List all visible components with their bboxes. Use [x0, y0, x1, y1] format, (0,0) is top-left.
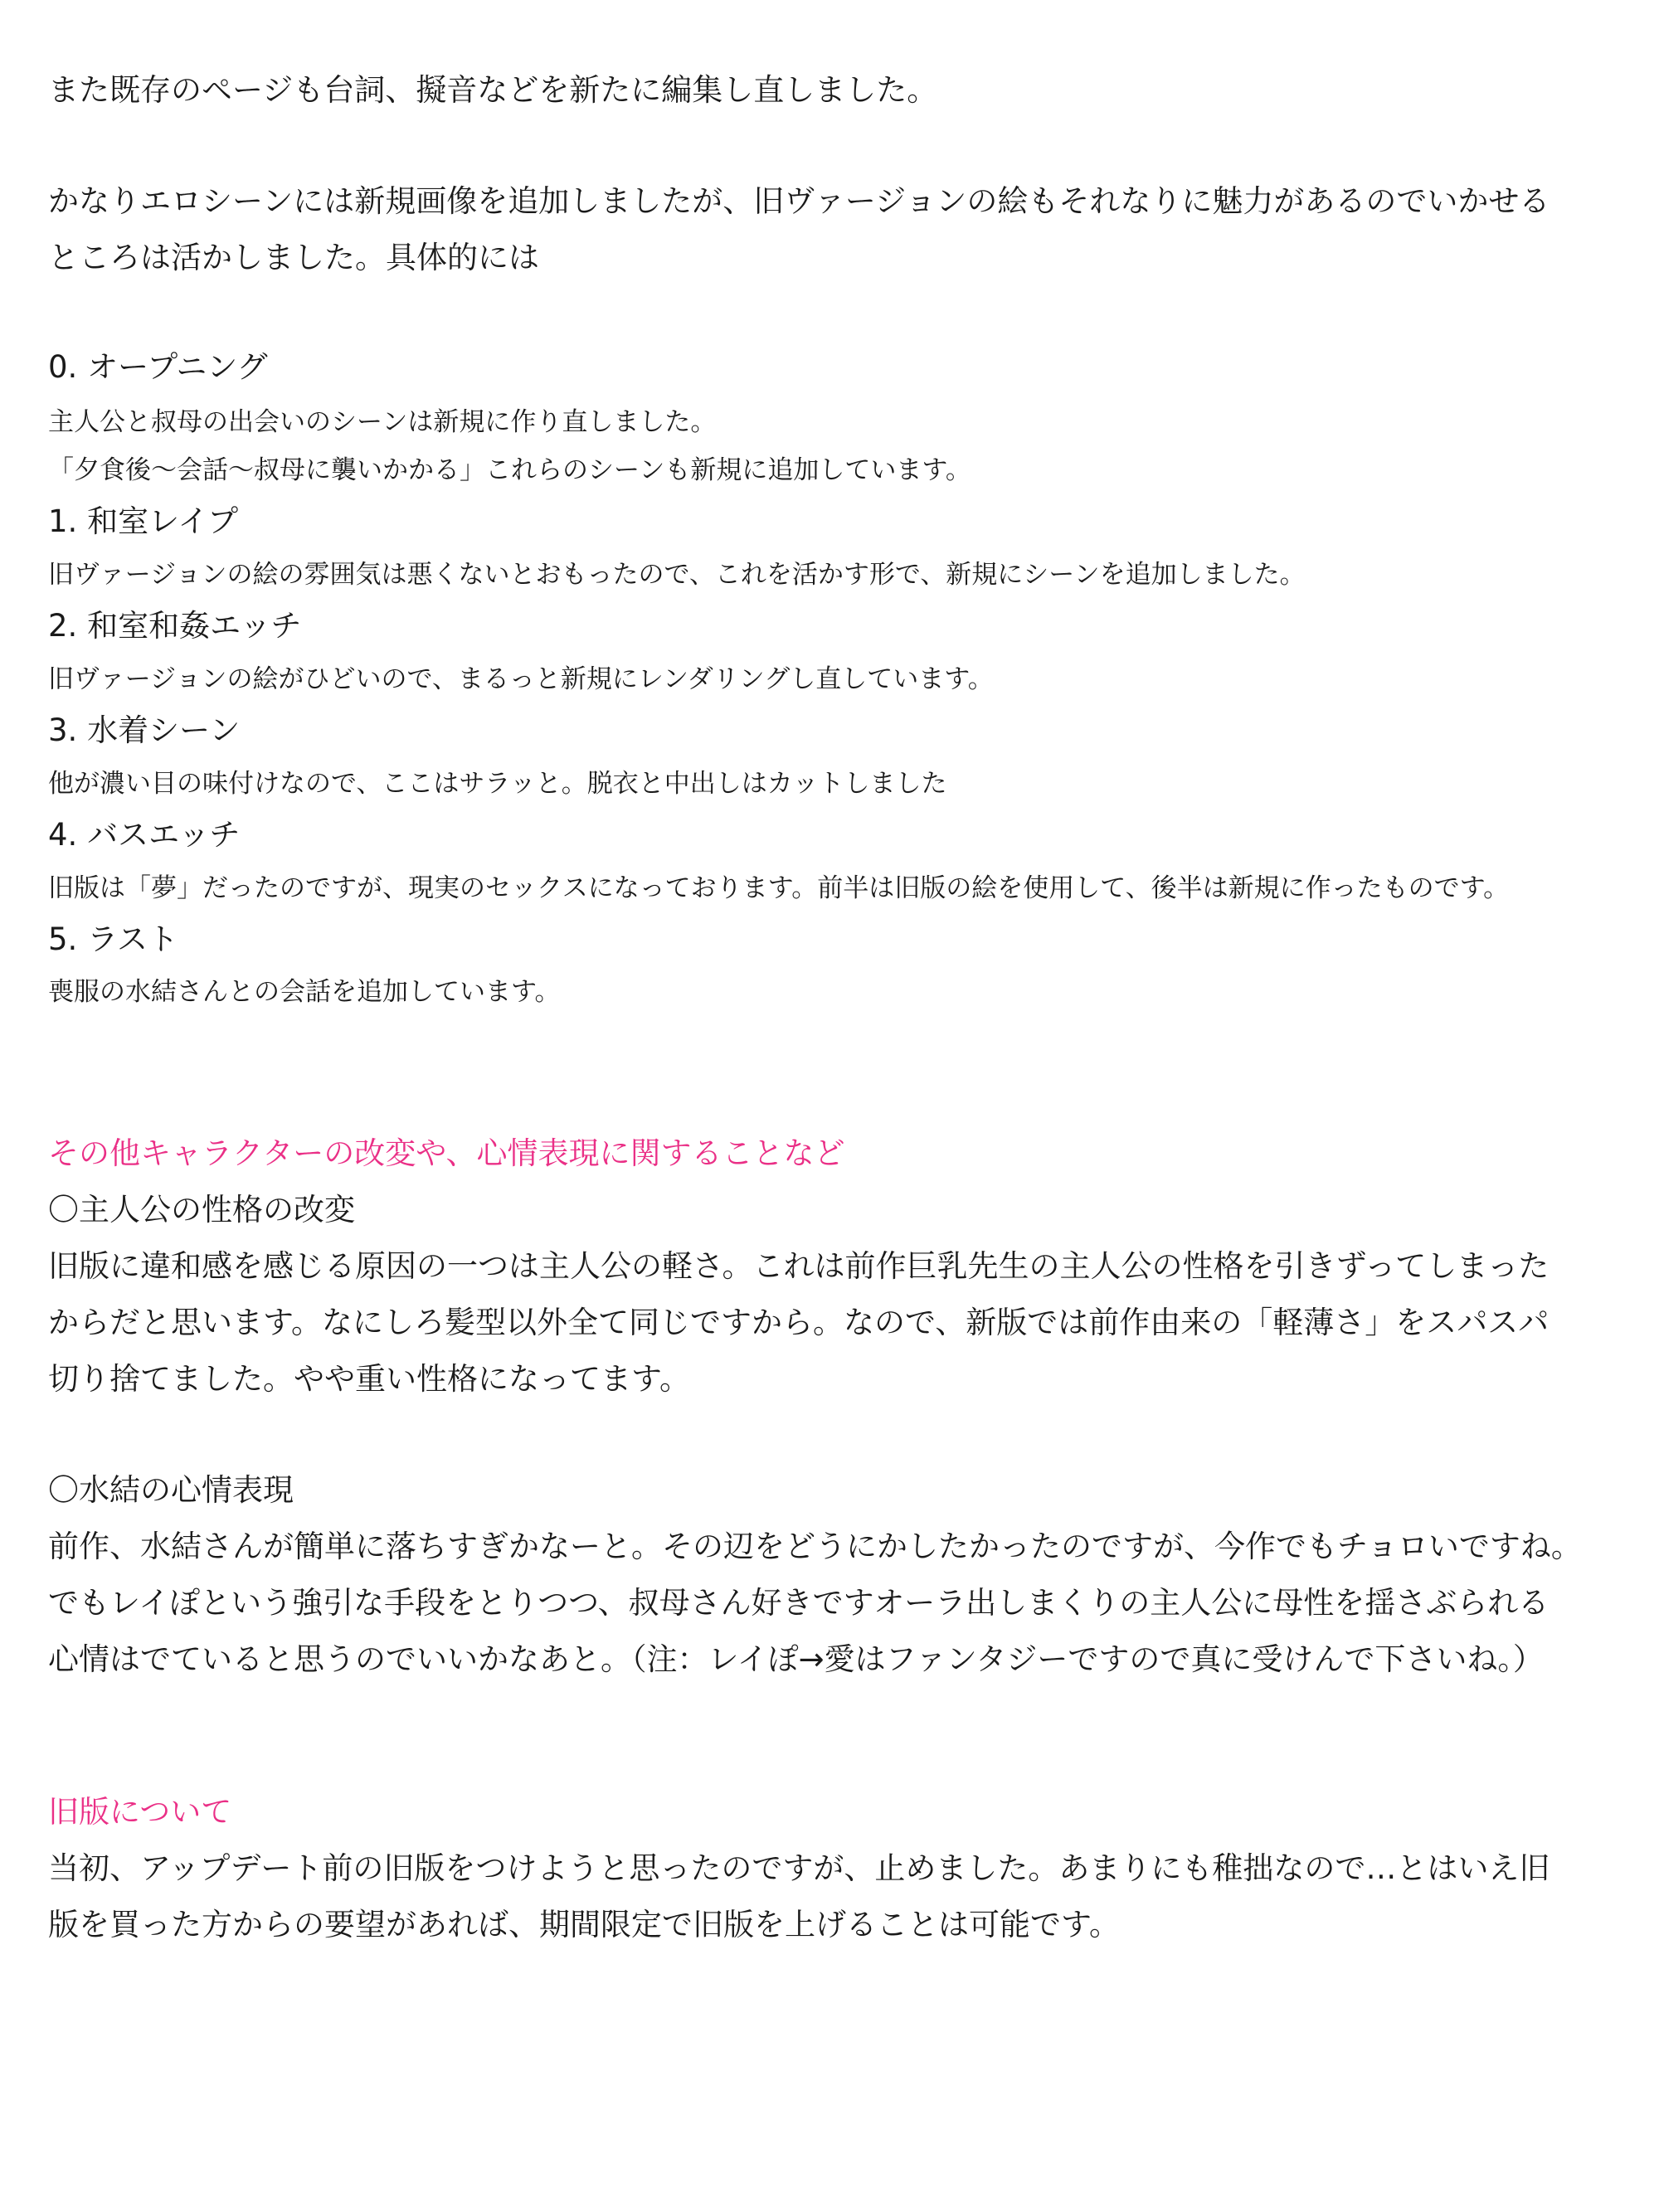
scene-heading-1: 1. 和室レイプ — [48, 503, 239, 539]
old-version-line-2: 版を買った方からの要望があれば、期間限定で旧版を上げることは可能です。 — [48, 1907, 1121, 1942]
scene-3-line-1: 他が濃い目の味付けなので、ここはサラッと。脱衣と中出しはカットしました — [48, 769, 947, 799]
intro-line-3: ところは活かしました。具体的には — [48, 240, 539, 275]
miyu-line-1: 前作、水結さんが簡単に落ちすぎかなーと。その辺をどうにかしたかったのですが、今作でもチョロいですね。 — [48, 1529, 1582, 1564]
scene-heading-4: 4. バスエッチ — [48, 817, 241, 853]
scene-4-line-1: 旧版は「夢」だったのですが、現実のセックスになっております。前半は旧版の絵を使用して、後半は新規に作ったものです。 — [48, 873, 1510, 903]
scene-0-line-2: 「夕食後〜会話〜叔母に襲いかかる」これらのシーンも新規に追加しています。 — [48, 455, 971, 485]
scene-heading-2: 2. 和室和姦エッチ — [48, 608, 302, 644]
scene-1-line-1: 旧ヴァージョンの絵の雰囲気は悪くないとおもったので、これを活かす形で、新規にシーンを追加しました。 — [48, 560, 1306, 590]
character-section-title: その他キャラクターの改変や、心情表現に関することなど — [48, 1135, 845, 1171]
intro-line-2: かなりエロシーンには新規画像を追加しましたが、旧ヴァージョンの絵もそれなりに魅力があるのでいかせる — [48, 183, 1550, 219]
old-version-title: 旧版について — [48, 1794, 232, 1830]
miyu-emotion-heading: 〇水結の心情表現 — [48, 1472, 294, 1508]
scene-5-line-1: 喪服の水結さんとの会話を追加しています。 — [48, 977, 561, 1007]
protagonist-personality-heading: 〇主人公の性格の改変 — [48, 1192, 355, 1228]
miyu-line-2: でもレイぽという強引な手段をとりつつ、叔母さん好きですオーラ出しまくりの主人公に母性を揺さぶられる — [48, 1585, 1550, 1621]
protagonist-line-3: 切り捨てました。やや重い性格になってます。 — [48, 1361, 691, 1397]
scene-2-line-1: 旧ヴァージョンの絵がひどいので、まるっと新規にレンダリングし直しています。 — [48, 664, 994, 694]
scene-heading-3: 3. 水着シーン — [48, 712, 241, 748]
scene-heading-5: 5. ラスト — [48, 921, 178, 957]
scene-0-line-1: 主人公と叔母の出会いのシーンは新規に作り直しました。 — [48, 407, 717, 437]
protagonist-line-2: からだと思います。なにしろ髪型以外全て同じですから。なので、新版では前作由来の「軽薄さ」をスパスパ — [48, 1305, 1550, 1340]
old-version-line-1: 当初、アップデート前の旧版をつけようと思ったのですが、止めました。あまりにも稚拙なので…とはいえ旧 — [48, 1850, 1550, 1886]
scene-heading-0: 0. オープニング — [48, 349, 268, 385]
miyu-line-3: 心情はでていると思うのでいいかなあと。（注：レイぽ→愛はファンタジーですので真に受けんで下さいね。） — [48, 1641, 1544, 1677]
protagonist-line-1: 旧版に違和感を感じる原因の一つは主人公の軽さ。これは前作巨乳先生の主人公の性格を引きずってしまった — [48, 1248, 1550, 1284]
intro-line-1: また既存のページも台詞、擬音などを新たに編集し直しました。 — [48, 72, 938, 108]
